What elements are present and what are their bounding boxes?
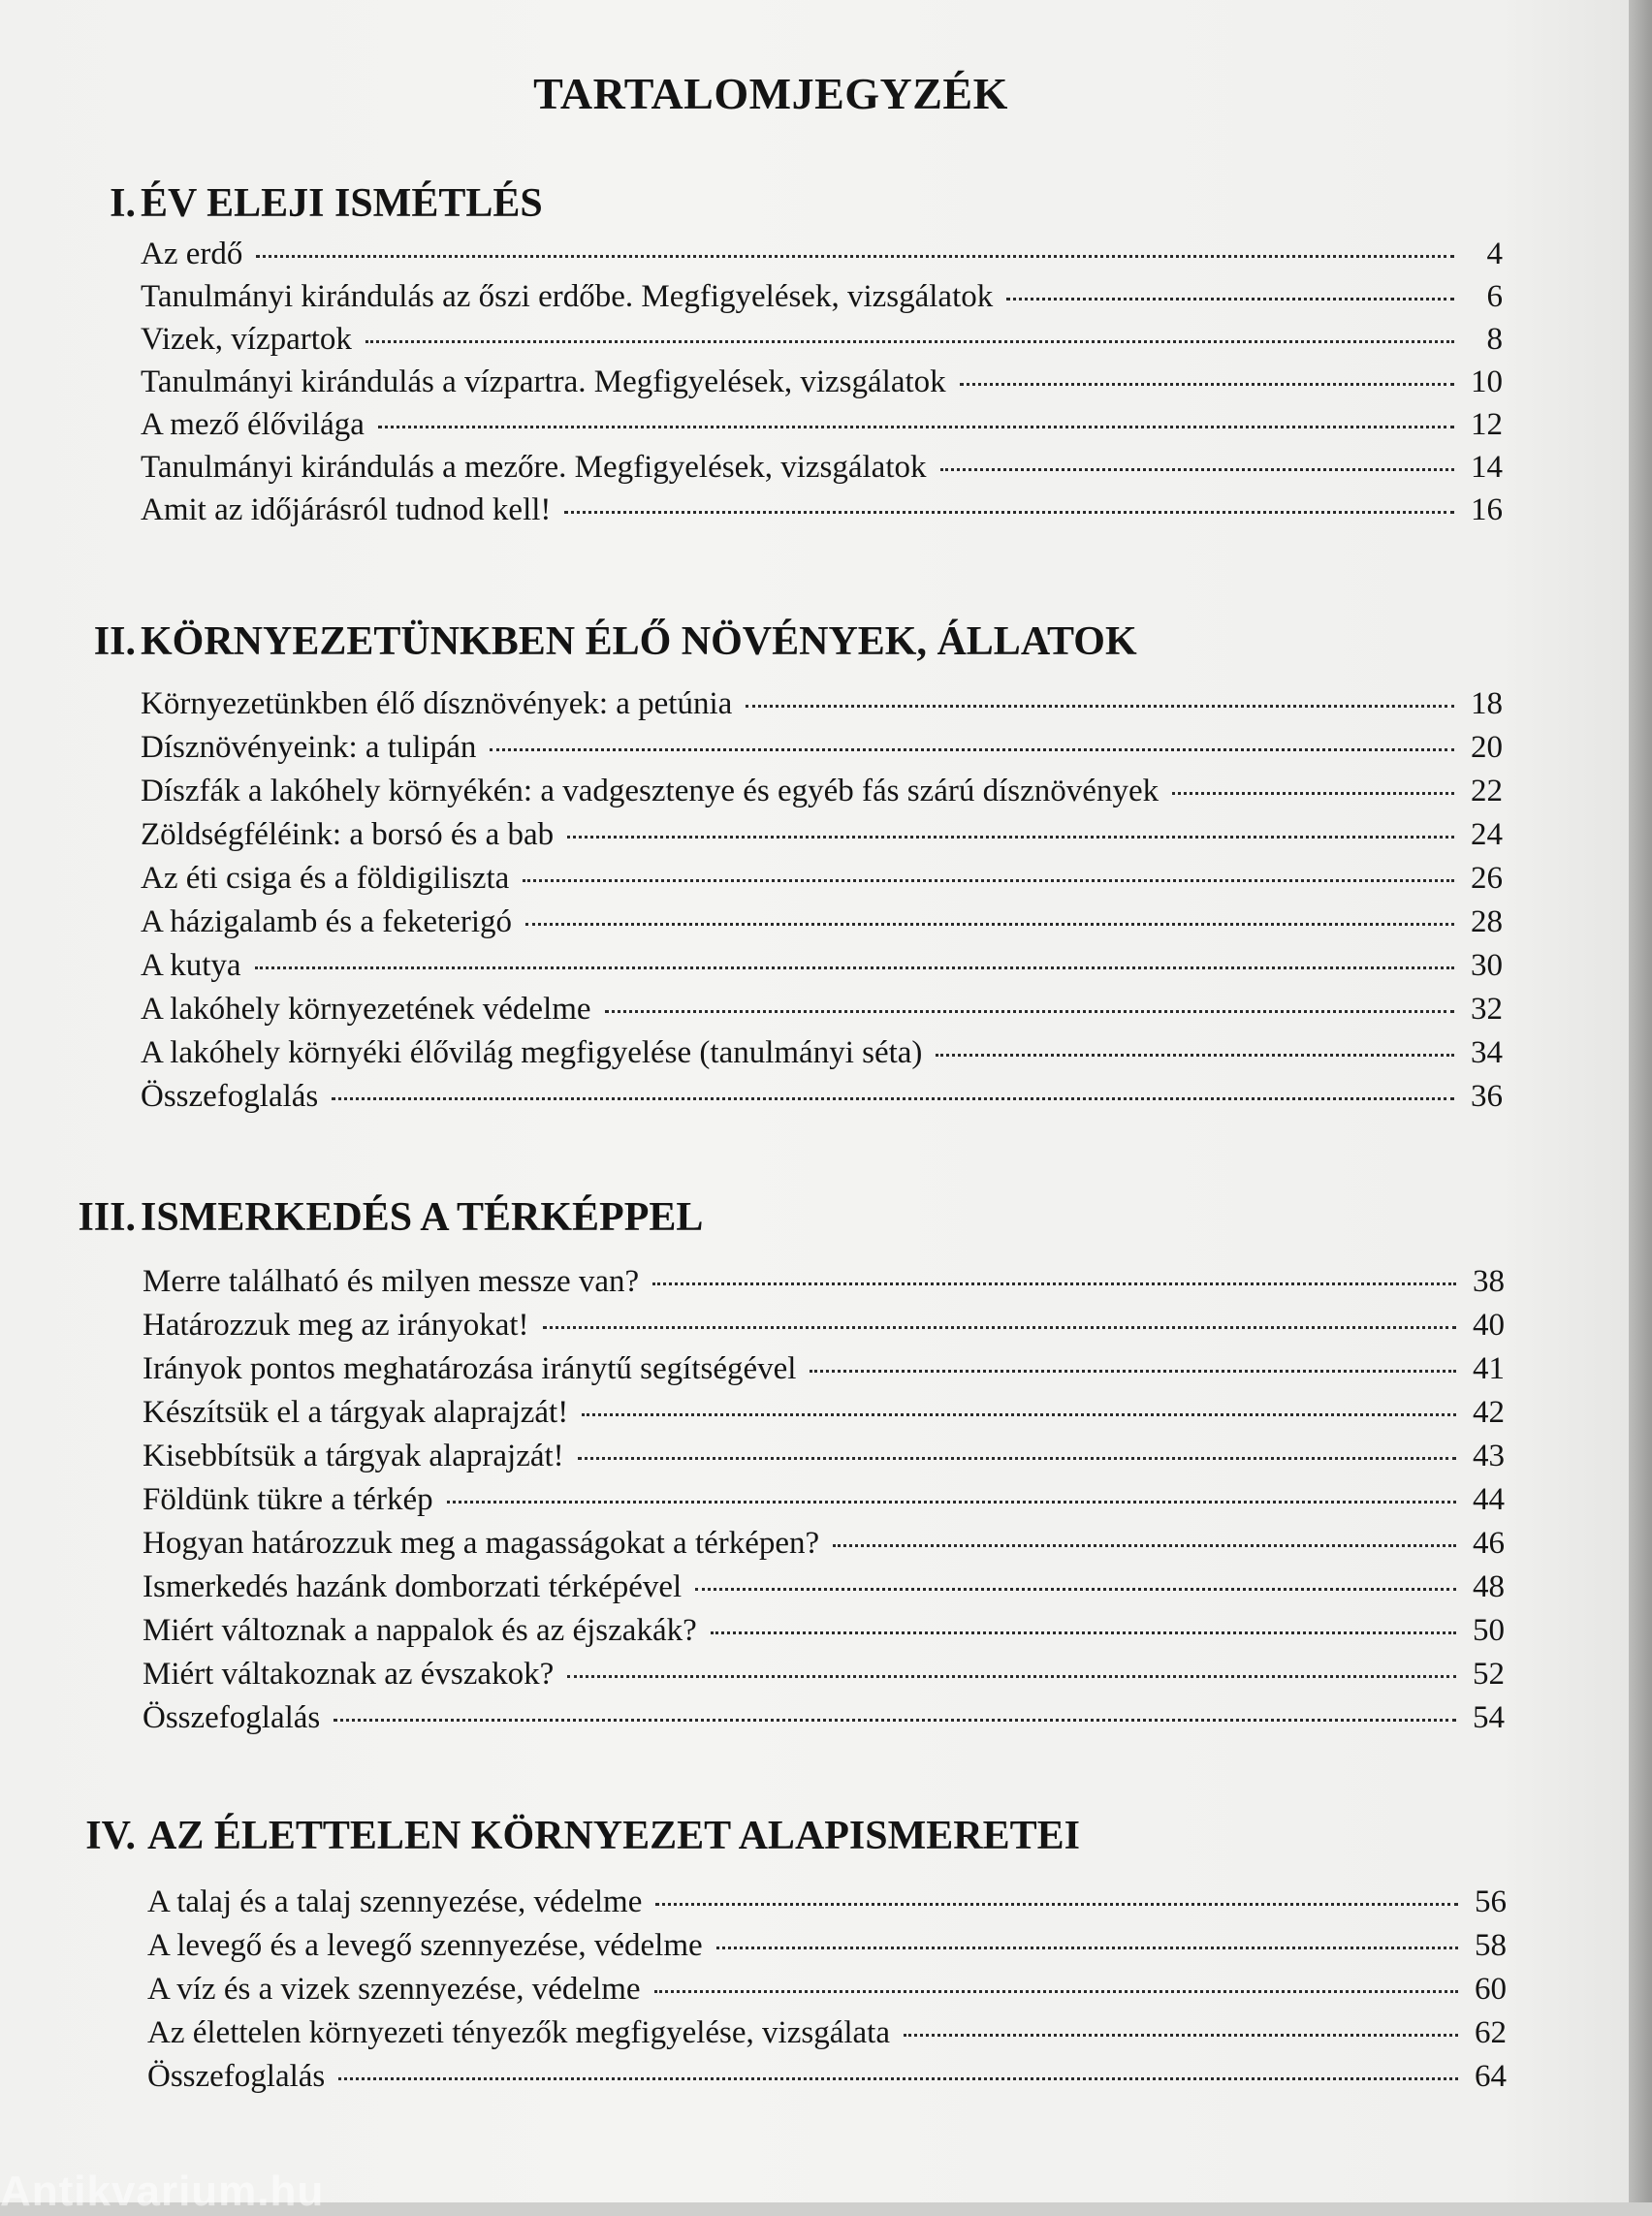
entry-page: 60 [1475, 1972, 1507, 2007]
dot-leader [256, 255, 1454, 258]
toc-entry [141, 233, 1503, 275]
toc-entry [141, 1031, 1503, 1074]
toc-entry [141, 857, 1503, 900]
toc-entry [141, 318, 1503, 361]
dot-leader [523, 879, 1454, 882]
dot-leader [1006, 298, 1454, 301]
toc-entry [141, 726, 1503, 769]
toc-entry [143, 1260, 1505, 1303]
entry-page: 26 [1471, 861, 1503, 896]
entry-label: Összefoglalás [141, 1079, 319, 1114]
entry-label: A kutya [141, 948, 241, 983]
entry-page: 56 [1475, 1884, 1507, 1919]
toc-entry [143, 1609, 1505, 1652]
entry-label: Hogyan határozzuk meg a magasságokat a térképen? [143, 1526, 820, 1561]
entry-label: Összefoglalás [147, 2059, 326, 2094]
toc-entry [141, 403, 1503, 446]
entry-label: Környezetünkben élő dísznövények: a petúnia [141, 686, 733, 721]
page-edge [1629, 0, 1652, 2202]
dot-leader [711, 1631, 1456, 1634]
entry-page: 20 [1471, 730, 1503, 765]
entry-page: 24 [1471, 817, 1503, 852]
entry-label: Zöldségféléink: a borsó és a bab [141, 817, 555, 852]
section-number: II. [93, 619, 136, 664]
section-title: ÉV ELEJI ISMÉTLÉS [141, 181, 543, 226]
dot-leader [255, 966, 1454, 969]
dot-leader [378, 426, 1454, 428]
toc-entry [143, 1653, 1505, 1695]
entry-page: 32 [1471, 992, 1503, 1027]
entry-label: Merre található és milyen messze van? [143, 1264, 640, 1299]
entry-page: 58 [1475, 1928, 1507, 1963]
page-title: TARTALOMJEGYZÉK [533, 69, 1008, 118]
watermark-text: Antikvarium.hu [0, 2168, 325, 2215]
entry-page: 4 [1486, 237, 1503, 271]
toc-entry [141, 361, 1503, 403]
toc-entry [143, 1696, 1505, 1739]
entry-label: Tanulmányi kirándulás a mezőre. Megfigyelések, vizsgálatok [141, 450, 927, 485]
toc-entry [141, 770, 1503, 812]
entry-page: 50 [1473, 1613, 1505, 1648]
entry-label: Miért változnak a nappalok és az éjszakák? [143, 1613, 697, 1648]
dot-leader [716, 1947, 1458, 1949]
toc-entry [141, 988, 1503, 1030]
dot-leader [567, 1675, 1456, 1678]
toc-entry [147, 2011, 1507, 2054]
section-number: I. [110, 181, 136, 226]
dot-leader [564, 511, 1454, 514]
entry-label: Összefoglalás [143, 1700, 321, 1735]
dot-leader [695, 1588, 1456, 1591]
dot-leader [525, 923, 1454, 926]
dot-leader [490, 748, 1454, 751]
toc-entry [141, 489, 1503, 531]
toc-entry [147, 1924, 1507, 1967]
entry-page: 52 [1473, 1657, 1505, 1692]
toc-entry [141, 275, 1503, 318]
toc-entry [143, 1304, 1505, 1346]
entry-page: 46 [1473, 1526, 1505, 1561]
entry-label: A víz és a vizek szennyezése, védelme [147, 1972, 641, 2007]
entry-label: Az erdő [141, 237, 243, 271]
dot-leader [1172, 792, 1454, 795]
entry-page: 38 [1473, 1264, 1505, 1299]
dot-leader [338, 2077, 1458, 2080]
entry-label: A lakóhely környéki élővilág megfigyelése (tanulmányi séta) [141, 1035, 923, 1070]
entry-page: 42 [1473, 1395, 1505, 1430]
entry-label: Tanulmányi kirándulás a vízpartra. Megfigyelések, vizsgálatok [141, 364, 946, 399]
entry-label: A házigalamb és a feketerigó [141, 904, 512, 939]
dot-leader [960, 383, 1454, 386]
entry-page: 6 [1486, 279, 1503, 314]
entry-label: Az élettelen környezeti tényezők megfigyelése, vizsgálata [147, 2015, 890, 2050]
entry-page: 34 [1471, 1035, 1503, 1070]
entry-page: 36 [1471, 1079, 1503, 1114]
dot-leader [447, 1501, 1456, 1504]
entry-page: 16 [1471, 492, 1503, 527]
entry-label: Készítsük el a tárgyak alaprajzát! [143, 1395, 569, 1430]
section-title: ISMERKEDÉS A TÉRKÉPPEL [141, 1195, 704, 1240]
toc-entry [143, 1435, 1505, 1477]
entry-page: 54 [1473, 1700, 1505, 1735]
entry-label: A mező élővilága [141, 407, 365, 442]
toc-entry [143, 1522, 1505, 1565]
entry-page: 64 [1475, 2059, 1507, 2094]
toc-entry [147, 1881, 1507, 1923]
entry-page: 41 [1473, 1351, 1505, 1386]
toc-entry [143, 1478, 1505, 1521]
entry-label: Földünk tükre a térkép [143, 1482, 433, 1517]
dot-leader [810, 1370, 1456, 1373]
entry-label: Amit az időjárásról tudnod kell! [141, 492, 552, 527]
entry-label: Díszfák a lakóhely környékén: a vadgesztenye és egyéb fás szárú dísznövények [141, 774, 1160, 808]
dot-leader [652, 1282, 1456, 1285]
toc-entry [141, 682, 1503, 725]
dot-leader [833, 1544, 1456, 1547]
entry-page: 48 [1473, 1569, 1505, 1604]
entry-label: Határozzuk meg az irányokat! [143, 1308, 529, 1343]
entry-page: 30 [1471, 948, 1503, 983]
dot-leader [746, 705, 1454, 708]
dot-leader [365, 340, 1454, 343]
toc-entry [141, 944, 1503, 987]
section-title: AZ ÉLETTELEN KÖRNYEZET ALAPISMERETEI [147, 1814, 1081, 1858]
entry-label: Miért váltakoznak az évszakok? [143, 1657, 555, 1692]
dot-leader [936, 1054, 1454, 1057]
entry-label: Tanulmányi kirándulás az őszi erdőbe. Megfigyelések, vizsgálatok [141, 279, 994, 314]
dot-leader [332, 1097, 1454, 1100]
entry-page: 10 [1471, 364, 1503, 399]
entry-page: 28 [1471, 904, 1503, 939]
toc-entry [143, 1347, 1505, 1390]
dot-leader [654, 1990, 1458, 1993]
entry-label: Kisebbítsük a tárgyak alaprajzát! [143, 1439, 564, 1473]
entry-label: Az éti csiga és a földigiliszta [141, 861, 510, 896]
entry-page: 44 [1473, 1482, 1505, 1517]
toc-entry [141, 446, 1503, 489]
entry-page: 18 [1471, 686, 1503, 721]
section-number: IV. [85, 1814, 136, 1858]
dot-leader [582, 1413, 1456, 1416]
toc-entry [147, 2055, 1507, 2098]
entry-label: A levegő és a levegő szennyezése, védelme [147, 1928, 703, 1963]
entry-label: A lakóhely környezetének védelme [141, 992, 591, 1027]
entry-page: 40 [1473, 1308, 1505, 1343]
toc-entry [141, 1075, 1503, 1118]
dot-leader [655, 1903, 1458, 1906]
entry-page: 8 [1486, 322, 1503, 357]
section-title: KÖRNYEZETÜNKBEN ÉLŐ NÖVÉNYEK, ÁLLATOK [141, 619, 1137, 664]
dot-leader [605, 1010, 1454, 1013]
entry-page: 43 [1473, 1439, 1505, 1473]
section-number: III. [78, 1195, 136, 1240]
dot-leader [334, 1719, 1456, 1722]
toc-entry [141, 901, 1503, 943]
dot-leader [904, 2034, 1458, 2037]
toc-entry [141, 813, 1503, 856]
dot-leader [543, 1326, 1456, 1329]
entry-page: 62 [1475, 2015, 1507, 2050]
dot-leader [940, 468, 1455, 471]
toc-entry [147, 1968, 1507, 2010]
entry-label: Ismerkedés hazánk domborzati térképével [143, 1569, 683, 1604]
toc-entry [143, 1391, 1505, 1434]
toc-entry [143, 1566, 1505, 1608]
entry-label: Vizek, vízpartok [141, 322, 352, 357]
entry-page: 12 [1471, 407, 1503, 442]
dot-leader [578, 1457, 1456, 1460]
dot-leader [567, 836, 1454, 839]
entry-label: Irányok pontos meghatározása iránytű segítségével [143, 1351, 797, 1386]
entry-page: 14 [1471, 450, 1503, 485]
entry-label: Dísznövényeink: a tulipán [141, 730, 477, 765]
entry-page: 22 [1471, 774, 1503, 808]
entry-label: A talaj és a talaj szennyezése, védelme [147, 1884, 643, 1919]
